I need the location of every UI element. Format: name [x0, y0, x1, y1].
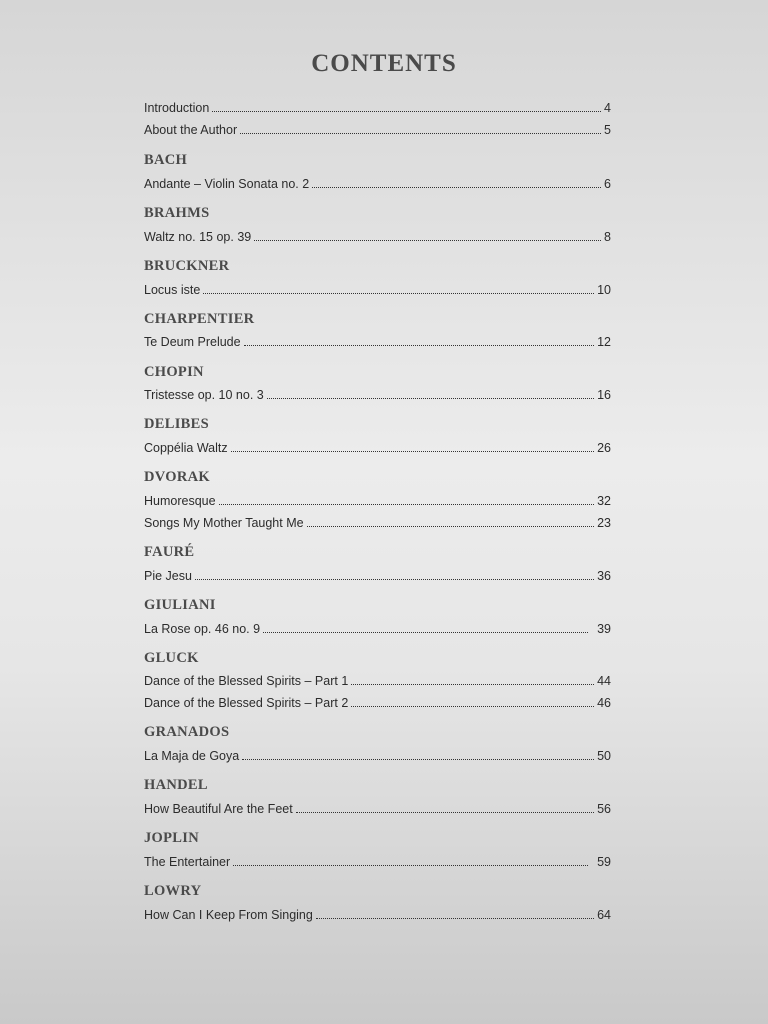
- composer-heading: FAURÉ: [144, 544, 195, 560]
- leader-dots: [351, 670, 594, 685]
- leader-dots: [233, 851, 588, 866]
- entry-page: 64: [597, 908, 611, 922]
- composer-heading: BRAHMS: [144, 205, 210, 221]
- entry-title: Tristesse op. 10 no. 3: [144, 388, 264, 402]
- toc-entry[interactable]: [144, 851, 611, 869]
- toc-entry[interactable]: [144, 437, 611, 455]
- entry-page: 5: [604, 123, 611, 137]
- toc-entry[interactable]: [144, 384, 611, 402]
- composer-heading: CHARPENTIER: [144, 311, 255, 327]
- leader-dots: [195, 565, 594, 580]
- composer-heading: GLUCK: [144, 650, 199, 666]
- composer-heading: DELIBES: [144, 416, 209, 432]
- leader-dots: [212, 97, 601, 112]
- leader-dots: [254, 226, 601, 241]
- toc-entry[interactable]: [144, 692, 611, 710]
- toc-entry[interactable]: [144, 226, 611, 244]
- leader-dots: [351, 692, 594, 707]
- entry-title: Waltz no. 15 op. 39: [144, 230, 252, 244]
- entry-page: 10: [597, 283, 611, 297]
- leader-dots: [296, 798, 594, 813]
- entry-page: 36: [597, 569, 611, 583]
- leader-dots: [242, 745, 594, 760]
- entry-title: About the Author: [144, 123, 238, 137]
- entry-title: La Maja de Goya: [144, 749, 240, 763]
- leader-dots: [316, 904, 594, 919]
- entry-page: 23: [597, 516, 611, 530]
- composer-heading: CHOPIN: [144, 364, 204, 380]
- leader-dots: [263, 618, 588, 633]
- toc-entry[interactable]: [144, 279, 611, 297]
- leader-dots: [307, 512, 595, 527]
- entry-title: The Entertainer: [144, 855, 231, 869]
- toc-entry[interactable]: [144, 331, 611, 349]
- toc-entry-about-the-author[interactable]: [144, 119, 611, 137]
- toc-entry[interactable]: [144, 904, 611, 922]
- entry-title: Introduction: [144, 101, 210, 115]
- toc-entry-introduction[interactable]: [144, 97, 611, 115]
- leader-dots: [244, 331, 595, 346]
- composer-heading: JOPLIN: [144, 830, 199, 846]
- entry-page: 46: [597, 696, 611, 710]
- leader-dots: [240, 119, 601, 134]
- entry-page: 26: [597, 441, 611, 455]
- entry-page: 8: [604, 230, 611, 244]
- entry-page: 32: [597, 494, 611, 508]
- toc-entry[interactable]: [144, 745, 611, 763]
- composer-heading: HANDEL: [144, 777, 208, 793]
- leader-dots: [267, 384, 594, 399]
- leader-dots: [203, 279, 594, 294]
- composer-heading: BACH: [144, 152, 188, 168]
- composer-heading: DVORAK: [144, 469, 210, 485]
- entry-title: Te Deum Prelude: [144, 335, 241, 349]
- entry-page: 56: [597, 802, 611, 816]
- entry-title: La Rose op. 46 no. 9: [144, 622, 261, 636]
- entry-title: Dance of the Blessed Spirits – Part 2: [144, 696, 349, 710]
- leader-dots: [219, 490, 595, 505]
- entry-page: 59: [597, 855, 611, 869]
- composer-heading: BRUCKNER: [144, 258, 230, 274]
- entry-page: 12: [597, 335, 611, 349]
- leader-dots: [312, 173, 601, 188]
- entry-title: Dance of the Blessed Spirits – Part 1: [144, 674, 349, 688]
- entry-page: 16: [597, 388, 611, 402]
- entry-page: 4: [604, 101, 611, 115]
- entry-title: Andante – Violin Sonata no. 2: [144, 177, 310, 191]
- toc-entry[interactable]: [144, 173, 611, 191]
- toc-entry[interactable]: [144, 670, 611, 688]
- entry-page: 44: [597, 674, 611, 688]
- toc-entry[interactable]: [144, 490, 611, 508]
- composer-heading: GIULIANI: [144, 597, 216, 613]
- composer-heading: GRANADOS: [144, 724, 230, 740]
- entry-page: 50: [597, 749, 611, 763]
- leader-dots: [231, 437, 594, 452]
- entry-title: Humoresque: [144, 494, 216, 508]
- entry-title: How Can I Keep From Singing: [144, 908, 313, 922]
- entry-title: How Beautiful Are the Feet: [144, 802, 293, 816]
- entry-title: Coppélia Waltz: [144, 441, 228, 455]
- toc-entry[interactable]: [144, 798, 611, 816]
- composer-heading: LOWRY: [144, 883, 202, 899]
- entry-title: Locus iste: [144, 283, 201, 297]
- toc-entry[interactable]: [144, 512, 611, 530]
- toc-entry[interactable]: [144, 565, 611, 583]
- entry-page: 39: [597, 622, 611, 636]
- entry-title: Songs My Mother Taught Me: [144, 516, 304, 530]
- toc-entry[interactable]: [144, 618, 611, 636]
- entry-title: Pie Jesu: [144, 569, 192, 583]
- entry-page: 6: [604, 177, 611, 191]
- page-title: CONTENTS: [311, 50, 457, 77]
